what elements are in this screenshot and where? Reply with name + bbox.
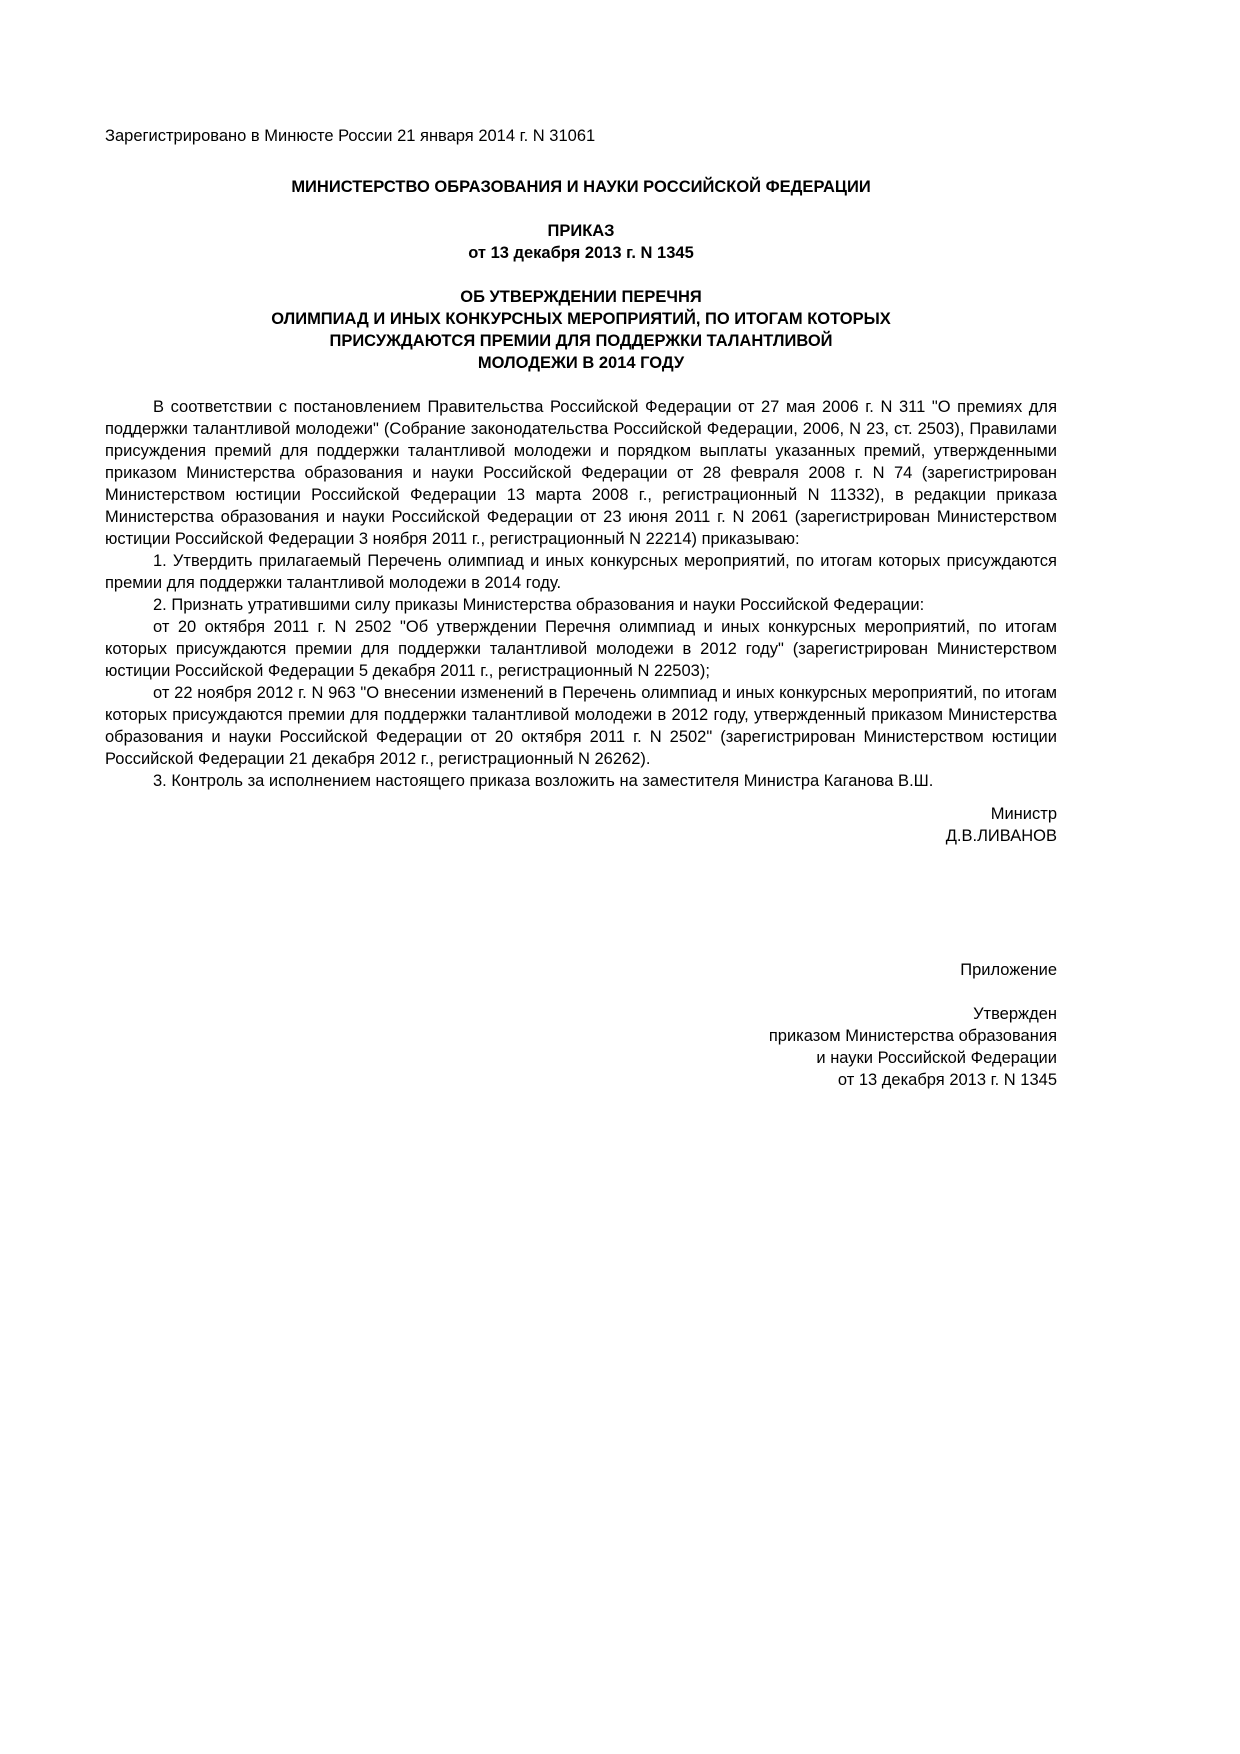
document-title [105,286,1057,374]
paragraph-item-3: 3. Контроль за исполнением настоящего приказа возложить на заместителя Министра Каганова В.Ш. [153,772,934,790]
document-body [105,396,1057,792]
signature-name: Д.В.ЛИВАНОВ [945,827,1057,845]
document-content [105,125,1057,1091]
approved-line: Утвержден [973,1005,1057,1023]
document-type: ПРИКАЗ [547,222,615,240]
ministry-heading: МИНИСТЕРСТВО ОБРАЗОВАНИЯ И НАУКИ РОССИЙСКОЙ ФЕДЕРАЦИИ [291,178,871,196]
document-title-line: ОЛИМПИАД И ИНЫХ КОНКУРСНЫХ МЕРОПРИЯТИЙ, ПО ИТОГАМ КОТОРЫХ [271,310,891,328]
document-title-line: ПРИСУЖДАЮТСЯ ПРЕМИИ ДЛЯ ПОДДЕРЖКИ ТАЛАНТЛИВОЙ [329,332,833,350]
paragraph-revoked-order-1: от 20 октября 2011 г. N 2502 "Об утверждении Перечня олимпиад и иных конкурсных мероприятий, по итогам которых присуждаются премии для поддержки талантливой молодежи в 2012 году" (зарегистрирован Министерством юстиции Российской Федерации 5 декабря 2011 г., регистрационный N 22503); [105,618,1057,680]
registration-line: Зарегистрировано в Минюсте России 21 января 2014 г. N 31061 [105,127,596,145]
document-date-number: от 13 декабря 2013 г. N 1345 [468,244,694,262]
spacer [105,198,1057,220]
paragraph-item-2: 2. Признать утратившими силу приказы Министерства образования и науки Российской Федерации: [153,596,925,614]
signature-post: Министр [990,805,1057,823]
approved-line: и науки Российской Федерации [816,1049,1057,1067]
approved-line: приказом Министерства образования [768,1027,1057,1045]
paragraph-preamble: В соответствии с постановлением Правительства Российской Федерации от 27 мая 2006 г. N 311 "О премиях для поддержки талантливой молодежи" (Собрание законодательства Российской Федерации, 2006, N 23, ст. 2503), Правилами присуждения премий для поддержки талантливой молодежи и порядком выплаты указанных премий, утвержденными приказом Министерства образования и науки Российской Федерации от 28 февраля 2008 г. N 74 (зарегистрирован Министерством юстиции Российской Федерации 13 марта 2008 г., регистрационный N 11332), в редакции приказа Министерства образования и науки Российской Федерации от 23 июня 2011 г. N 2061 (зарегистрирован Министерством юстиции Российской Федерации 3 ноября 2011 г., регистрационный N 22214) приказываю: [105,398,1057,548]
order-heading-block [105,220,1057,264]
document-title-line: МОЛОДЕЖИ В 2014 ГОДУ [477,354,685,372]
signature-block [105,803,1057,847]
paragraph-revoked-order-2: от 22 ноября 2012 г. N 963 "О внесении изменений в Перечень олимпиад и иных конкурсных мероприятий, по итогам которых присуждаются премии для поддержки талантливой молодежи в 2012 году, утвержденный приказом Министерства образования и науки Российской Федерации от 20 октября 2011 г. N 2502" (зарегистрирован Министерством юстиции Российской Федерации 21 декабря 2012 г., регистрационный N 26262). [105,684,1057,768]
approved-block [105,1003,1057,1091]
document-title-line: ОБ УТВЕРЖДЕНИИ ПЕРЕЧНЯ [460,288,702,306]
approved-line: от 13 декабря 2013 г. N 1345 [837,1071,1057,1089]
paragraph-item-1: 1. Утвердить прилагаемый Перечень олимпиад и иных конкурсных мероприятий, по итогам которых присуждаются премии для поддержки талантливой молодежи в 2014 году. [105,552,1057,592]
spacer [105,264,1057,286]
annex-label: Приложение [960,961,1057,979]
